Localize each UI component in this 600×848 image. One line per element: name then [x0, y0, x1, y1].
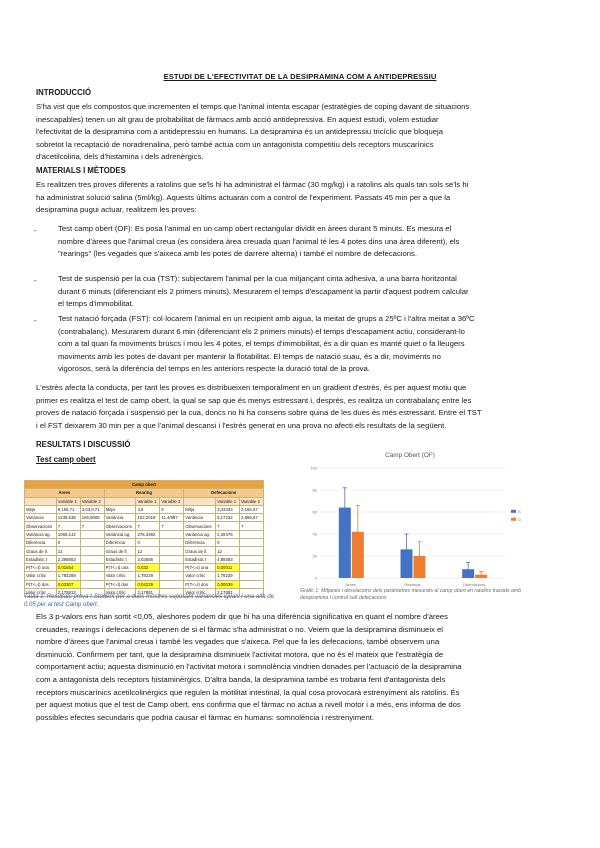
legend-label: D [518, 516, 521, 522]
table-group-header: Àrees [25, 489, 105, 497]
table-cell: Valor crític [25, 572, 57, 580]
table-cell: 7 [80, 522, 104, 530]
table-cell: 2,178813 [56, 588, 80, 596]
table-cell: 2,866,67 [240, 514, 264, 522]
table-cell: Graus de ll. [104, 547, 136, 555]
intro-paragraph [36, 101, 564, 164]
methods-after-line: primer es realitza el test de camp obert, la qual se sap que és menys estressant i, després, es realitza un contrabalanç entre les [36, 395, 472, 405]
legend-label: S [518, 508, 521, 514]
table-row [25, 530, 264, 538]
table-cell: 1238,638 [56, 514, 80, 522]
table-cell: 4,85583 [216, 555, 240, 563]
table-cell: P(T<=t) dos [184, 580, 216, 588]
bullet-line: vigorosos, serà la diferència del temps en les anteriors respecte la duració total de la prova. [58, 364, 370, 374]
table-cell: 11,4/987 [160, 514, 184, 522]
table-subheader: Variable 1 [56, 497, 80, 505]
methods-after-line: proves de natació forçada i suspensió per la cua, doncs no hi ha consens sobre quina de les dues és més estressant. Entre el TST [36, 408, 482, 418]
table-cell: 2,17881 [216, 588, 240, 596]
table-cell: 7 [216, 522, 240, 530]
table-cell: 12 [216, 547, 240, 555]
table-cell: 12 [56, 547, 80, 555]
methods-line: Es realitzen tres proves diferents a ratolins que se'ls hi ha administrat el fàrmac (30 mg/kg) i a ratolins als quals tan sols se'ls hi [36, 180, 469, 189]
discussion-line: per aquest motius que el test de Camp obert, ens confirma que el fàrmac no actua a nivell motor i a més, ens informa de dos [36, 700, 461, 710]
table-row [25, 547, 264, 555]
bullet-line: el temps d'immobilitat. [58, 299, 134, 309]
discussion-line: nombre d'àrees que l'animal creua i també les vegades que s'aixeca. Pel que fa les defecacions, també observem una [36, 637, 440, 647]
table-cell: Valor crític [104, 588, 136, 596]
table-cell [240, 555, 264, 563]
table-cell: 2,39476 [216, 530, 240, 538]
table-cell: 7 [136, 522, 160, 530]
intro-line: l'efectivitat de la desipramina com a antidepressiu en humans. La desipramina és un antidepressiu tricíclic que bloqueja [36, 127, 443, 137]
table-cell: P(T<=t) dos [104, 580, 136, 588]
table-cell: Observacions [104, 522, 136, 530]
bullet-tst [58, 273, 564, 311]
discussion-line: com a antagonista dels receptors histaminèrgics. D'altra banda, la desipramina també es trobaria fent d'antagonista dels [36, 674, 446, 684]
table-cell [160, 530, 184, 538]
y-tick-label: 40 [312, 531, 317, 537]
table-cell: Mitja [184, 505, 216, 513]
table-cell: Diferència [184, 539, 216, 547]
chart-container [290, 452, 530, 602]
table-cell: P(T<=t) dos [25, 580, 57, 588]
table-subheader: Variable 1 [136, 497, 160, 505]
table-row [25, 539, 264, 547]
table-cell: Estadístic t [184, 555, 216, 563]
table-cell [240, 580, 264, 588]
table-cell: Mitja [104, 505, 136, 513]
x-tick-label: Rearings [404, 582, 421, 587]
x-tick-label: Àrees [345, 582, 357, 587]
table-cell: 102,2019 [136, 514, 160, 522]
table-cell: Variància ag. [184, 530, 216, 538]
table-cell: 5,17232 [216, 514, 240, 522]
table-caption: Taula 1: Resultats prova t-Student per a dues mostres suposant variàncies iguals i una alfa de 0,05 per al test Camp obert. [24, 594, 274, 608]
document-title: ESTUDI DE L'EFECTIVITAT DE LA DESIPRAMINA COM A ANTIDEPRESSIU [163, 72, 437, 81]
results-table [24, 480, 264, 597]
table-cell [240, 563, 264, 571]
results-subheading: Test camp obert [36, 455, 96, 464]
bullet-line: com a tal quan fa moviments bruscs i mou les 4 potes, el temps d'immobilitat, és a dir quan es manté quiet o fa lleugers [58, 339, 465, 349]
discussion-line: creuades, rearings i defecacions depenen de si el fàrmac s'ha administrat o no. Veiem que la desipramina disminueix el [36, 624, 443, 634]
table-cell: 0,032 [136, 563, 160, 571]
y-tick-label: 0 [314, 575, 317, 581]
table-row [25, 505, 264, 513]
table-cell: 2,166,57 [240, 505, 264, 513]
table-cell: 276,3392 [136, 530, 160, 538]
table-cell: 0,04229 [136, 580, 160, 588]
table-cell [160, 547, 184, 555]
chart-caption: Gràfic 1: Mitjanes i desviacions dels paràmetres mesurats al camp obert en ratolins tractats amb desipramina i control salí defecacions [300, 588, 522, 601]
table-cell: 2,17881 [136, 588, 160, 596]
methods-after-line: L'estrès afecta la conducta, per tant les proves es distribueixen temporalment en un gradient d'estrès, és per aquest motiu que [36, 383, 467, 392]
bullet-of [58, 223, 564, 261]
table-cell: Diferència [25, 539, 57, 547]
table-cell [80, 547, 104, 555]
table-cell: 0,01654 [56, 563, 80, 571]
table-cell [240, 572, 264, 580]
table-cell [80, 555, 104, 563]
table-cell: Diferència [104, 539, 136, 547]
bullet-line: nombre d'àrees que l'animal creua (es considera àrea creuada quan l'animal té les 4 potes dins una àrea diferent), els [58, 236, 460, 246]
table-cell: Variància ag. [25, 530, 57, 538]
table-cell: Estadístic t [25, 555, 57, 563]
bullet-line: durant 6 minuts (diferenciant els 2 primers minuts). Mesurarem el temps d'escapament ia partir d'aquest podrem calcular [58, 286, 469, 296]
bullet-dash: - [34, 226, 37, 235]
table-cell [240, 539, 264, 547]
table-cell: Variància [104, 514, 136, 522]
table-cell: Observacions [25, 522, 57, 530]
table-group-header: Rearing [104, 489, 184, 497]
table-cell: 0,00011 [216, 563, 240, 571]
bullet-line: moviments amb les potes de davant per mantenir la flotabilitat. El temps de natació suau, és a dir, moviments no [58, 351, 441, 361]
intro-line: sobretot la recaptació de noradrenalina, però també actua com un antagonista competitiu dels receptors muscarínics [36, 139, 434, 149]
discussion-line: receptors muscarínics acetilcolinèrgics que regulen la motilitat intestinal, la qual cosa provocarà estrenyiment als ratolins. És [36, 687, 460, 697]
bullet-dash: - [34, 276, 37, 285]
y-tick-label: 20 [312, 553, 317, 559]
table-subheader: Variable 2 [160, 497, 184, 505]
methods-line: ha administrat solució salina (5ml/kg). Aquests últims actuaran com a control de l'experiment. Passats 45 min per a que la [36, 192, 451, 202]
table-cell: 0,00039 [216, 580, 240, 588]
table-cell: 1,782288 [56, 572, 80, 580]
table-cell: 7 [240, 522, 264, 530]
table-cell: 1065,142 [56, 530, 80, 538]
table-cell: 0 [56, 539, 80, 547]
table-cell: 3,03,0,71 [80, 505, 104, 513]
table-cell [160, 539, 184, 547]
table-cell: 2,02685 [136, 555, 160, 563]
table-row [25, 572, 264, 580]
intro-heading: INTRODUCCIÓ [36, 88, 92, 97]
discussion-line: Els 3 p-valors ens han sortit <0,05, aleshores podem dir que hi ha una diferència significativa en quant el nombre d'àrees [36, 612, 448, 621]
table-cell: Valor crític [25, 588, 57, 596]
y-tick-label: 60 [312, 509, 317, 515]
table-cell: Variància ag. [104, 530, 136, 538]
table-cell: 7 [160, 522, 184, 530]
bullet-dash: - [34, 316, 37, 325]
methods-heading: MATERIALS I MÈTODES [36, 166, 126, 175]
table-cell: Graus de ll. [25, 547, 57, 555]
table-cell: 0,03307 [56, 580, 80, 588]
methods-after-line: i el FST deixarem 30 min per a que l'animal descansi i l'estrès generat en una prova no afecti els resultats de la següent. [36, 420, 447, 430]
results-heading: RESULTATS I DISCUSSIÓ [36, 440, 131, 449]
bullet-line: "rearings" (les vegades que s'aixeca amb les potes de darrere alterna) i també el nombre de defecacions. [58, 249, 418, 259]
table-cell [80, 580, 104, 588]
table-row [25, 522, 264, 530]
table-cell [240, 530, 264, 538]
table-cell: P(T<=t) una [25, 563, 57, 571]
table-cell: P(T<=t) una [184, 563, 216, 571]
table-row [25, 580, 264, 588]
discussion-line: comportament actiu; aquesta disminució en l'activitat motora i somnolència vindrien donades per l'actuació de la desipramina [36, 662, 462, 672]
methods-after-paragraph [36, 382, 564, 432]
chart-title: Camp Obert (OF) [385, 452, 435, 459]
table-cell: 3,33333 [216, 505, 240, 513]
discussion-line: possibles efectes secundaris que podria causar el fàrmac en humans: somnolència i restrenyiment. [36, 712, 374, 722]
bullet-line: Test camp obert (OF): Es posa l'animal en un camp obert rectangular dividit en àrees durant 5 minuts. Es mesura el [58, 224, 452, 233]
legend-swatch [511, 510, 516, 513]
bullet-line: Test de suspensió per la cua (TST): subjectarem l'animal per la cua mitjançant cinta adhesiva, a una barra horitzontal [58, 274, 457, 283]
table-subheader: Variable 1 [216, 497, 240, 505]
table-cell: 1,78229 [216, 572, 240, 580]
y-tick-label: 80 [312, 487, 317, 493]
table-cell [80, 563, 104, 571]
table-cell: Observacions [184, 522, 216, 530]
intro-line: S'ha vist que els compostos que incrementen el temps que l'animal intenta escapar (estratègies de coping davant de situacions [36, 102, 470, 111]
table-cell [160, 555, 184, 563]
table-cell: Variància [25, 514, 57, 522]
table-cell: 5 [160, 505, 184, 513]
table-cell [80, 530, 104, 538]
table-subheader: Variable 2 [240, 497, 264, 505]
discussion-line: disminució. Confirmem per tant, que la desipramina disminueix l'activitat motora, que no és el mateix que l'estratègia de [36, 649, 444, 659]
table-cell: Valor crític [184, 572, 216, 580]
table-cell: Variància [184, 514, 216, 522]
x-tick-label: Defecacions [463, 582, 486, 587]
table-cell: 165,9005 [80, 514, 104, 522]
intro-line: d'acetilcolina, dels d'histamina i dels adrenèrgics. [36, 152, 204, 162]
table-cell: 0 [216, 539, 240, 547]
table-cell [160, 563, 184, 571]
table-cell: Mitja [25, 505, 57, 513]
table-cell [80, 572, 104, 580]
intro-line: inescapables) tenen un alt grau de probabilitat de fàrmacs amb acció antidepressiva. En aquest estudi, volem estudiar [36, 114, 439, 124]
bullet-line: Test natació forçada (FST): col·locarem l'animal en un recipient amb aigua, la meitat de grups a 25ºC i l'altra meitat a 36ºC [58, 314, 475, 323]
table-group-header: Defecacions [184, 489, 264, 497]
methods-line: desipramina pugui actuar, realitzem les proves: [36, 205, 197, 215]
table-cell: Graus de ll. [184, 547, 216, 555]
table-cell [80, 539, 104, 547]
table-cell: 12 [136, 547, 160, 555]
bullet-line: (contrabalanç). Mesurarem durant 6 min (diferenciant els 2 primers minuts) el temps d'escapament actiu, considerant-lo [58, 326, 465, 336]
table-cell [240, 547, 264, 555]
table-row [25, 514, 264, 522]
y-tick-label: 100 [310, 465, 317, 471]
table-cell: P(T<=t) una [104, 563, 136, 571]
table-cell: 7 [56, 522, 80, 530]
table-cell: 0 [136, 539, 160, 547]
table-cell [160, 572, 184, 580]
table-row [25, 555, 264, 563]
table-cell [160, 580, 184, 588]
table-cell: 9,165,71 [56, 505, 80, 513]
chart-svg [290, 462, 530, 602]
table-cell: Estadístic t [104, 555, 136, 563]
table-row [25, 563, 264, 571]
table-cell: Valor crític [104, 572, 136, 580]
table-cell: 2,398853 [56, 555, 80, 563]
legend-swatch [511, 518, 516, 521]
table-cell: 4,5 [136, 505, 160, 513]
methods-paragraph [36, 179, 564, 217]
bullet-fst [58, 313, 564, 376]
table-title: Camp obert [25, 481, 264, 489]
table-cell: Valor crític [184, 588, 216, 596]
table-cell: 1,78229 [136, 572, 160, 580]
discussion-paragraph [36, 611, 564, 724]
table-subheader: Variable 2 [80, 497, 104, 505]
